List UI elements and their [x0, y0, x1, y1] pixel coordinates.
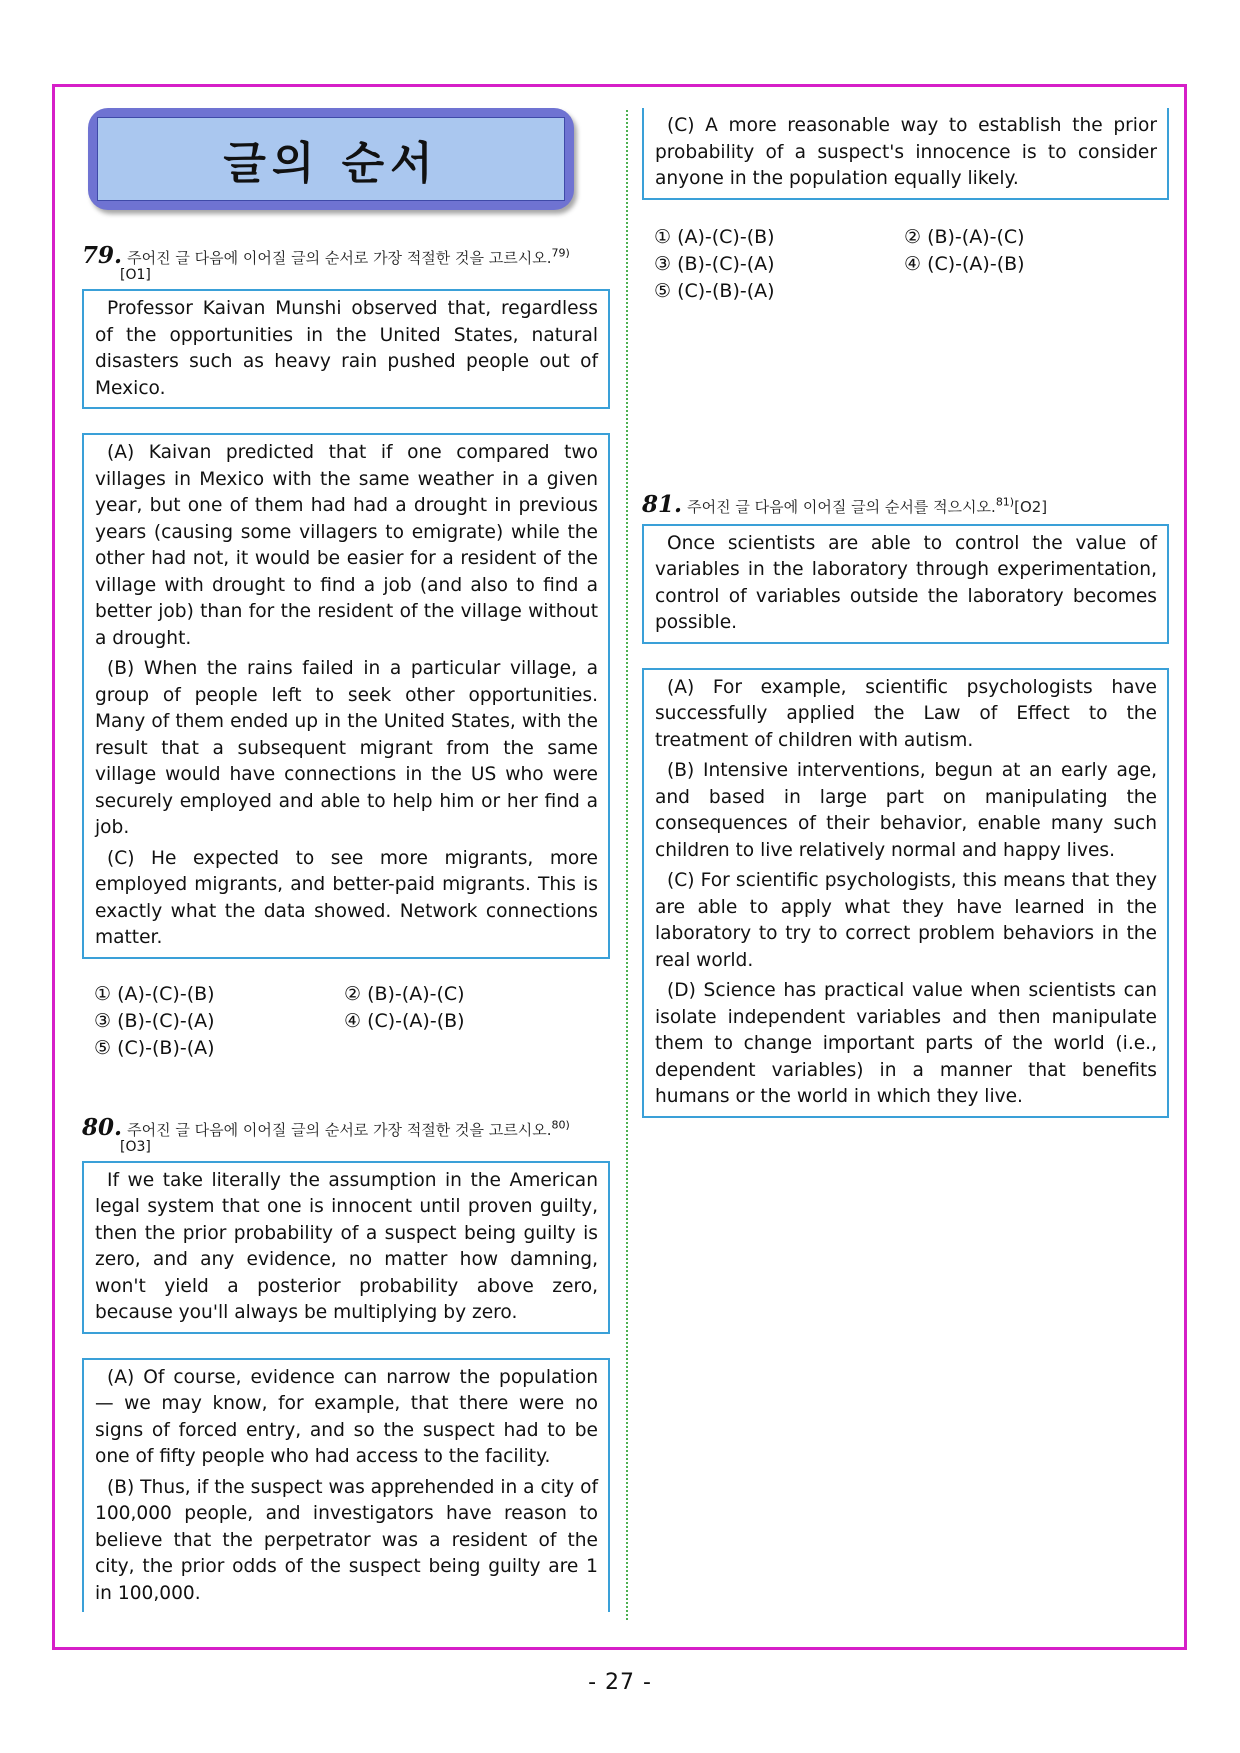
question-code: [O3] [120, 1138, 151, 1155]
given-passage-box [642, 524, 1169, 644]
choice-3[interactable]: ③ (B)-(C)-(A) [94, 1009, 215, 1032]
choice-3[interactable]: ③ (B)-(C)-(A) [654, 252, 775, 275]
choice-2[interactable]: ② (B)-(A)-(C) [344, 982, 465, 1005]
paragraph-c: (C) He expected to see more migrants, more employed migrants, and better-paid migrants. This is exactly what the data showed. Network connections matter. [95, 847, 598, 948]
footnote-ref: 79) [551, 246, 570, 260]
paragraph-d: (D) Science has practical value when scientists can isolate independent variables and then manipulate them to change important parts of the world (i.e., dependent variables) in a manner that benefits humans or the world in which they live. [655, 980, 1157, 1107]
paragraphs-box-continued [642, 108, 1169, 200]
question-number: 80. [82, 1113, 123, 1141]
section-title-banner [88, 108, 574, 210]
paragraphs-box [82, 433, 610, 959]
choice-4[interactable]: ④ (C)-(A)-(B) [344, 1009, 465, 1032]
paragraph-a: (A) Kaivan predicted that if one compared two villages in Mexico with the same weather in a given year, but one of them had had a drought in previous years (causing some villagers to emigrate) while the other had not, it would be easier for a resident of the village with drought to find a job (and also to find a better job) than for the resident of the village without a drought. [95, 442, 598, 649]
question-instruction: 주어진 글 다음에 이어질 글의 순서를 적으시오. [687, 497, 996, 516]
question-80-header [82, 1114, 610, 1155]
question-number: 81. [642, 490, 683, 518]
right-column [642, 108, 1169, 1118]
question-number: 79. [82, 242, 123, 269]
question-instruction: 주어진 글 다음에 이어질 글의 순서로 가장 적절한 것을 고르시오. [127, 249, 552, 267]
paragraph-a: (A) For example, scientific psychologists have successfully applied the Law of Effect to the treatment of children with autism. [655, 676, 1157, 751]
footnote-ref: 81) [995, 495, 1015, 509]
column-divider [626, 110, 628, 1620]
question-79-header [82, 242, 610, 283]
answer-choices [94, 981, 610, 1062]
given-passage: Professor Kaivan Munshi observed that, regardless of the opportunities in the United States, natural disasters such as heavy rain pushed people out of Mexico. [95, 298, 598, 399]
footnote-ref: 80) [551, 1118, 570, 1132]
question-code: [O1] [120, 267, 151, 283]
answer-choices [654, 224, 1169, 305]
given-passage-box [82, 1161, 610, 1334]
choice-1[interactable]: ① (A)-(C)-(B) [94, 982, 215, 1005]
question-instruction: 주어진 글 다음에 이어질 글의 순서로 가장 적절한 것을 고르시오. [127, 1120, 552, 1139]
choice-1[interactable]: ① (A)-(C)-(B) [654, 225, 775, 248]
choice-4[interactable]: ④ (C)-(A)-(B) [904, 252, 1025, 275]
given-passage-box [82, 289, 610, 409]
paragraph-b: (B) Intensive interventions, begun at an early age, and based in large part on manipulating the consequences of their behavior, enable many such children to live relatively normal and happy lives. [655, 760, 1157, 861]
section-title: 글의 순서 [223, 138, 439, 189]
choice-5[interactable]: ⑤ (C)-(B)-(A) [654, 279, 775, 302]
paragraph-a: (A) Of course, evidence can narrow the population — we may know, for example, that there were no signs of forced entry, and so the suspect had to be one of fifty people who had access to the facility. [95, 1366, 598, 1467]
question-code: [O2] [1014, 497, 1048, 516]
given-passage: If we take literally the assumption in the American legal system that one is innocent until proven guilty, then the prior probability of a suspect being guilty is zero, and any evidence, no matter how damning, won't yield a posterior probability above zero, because you'll always be multiplying by zero. [95, 1169, 598, 1323]
paragraphs-box [82, 1358, 610, 1613]
left-column [82, 108, 610, 1612]
paragraph-b: (B) Thus, if the suspect was apprehended in a city of 100,000 people, and investigators have reason to believe that the perpetrator was a resident of the city, the prior odds of the suspect being guilty are 1 in 100,000. [95, 1476, 599, 1604]
paragraph-c: (C) For scientific psychologists, this means that they are able to apply what they have learned in the laboratory to try to correct problem behaviors in the real world. [655, 870, 1157, 971]
question-81-header [642, 491, 1169, 518]
choice-2[interactable]: ② (B)-(A)-(C) [904, 225, 1025, 248]
paragraphs-box [642, 668, 1169, 1118]
paragraph-b: (B) When the rains failed in a particular village, a group of people left to seek other opportunities. Many of them ended up in the United States, with the result that a subsequent migrant from the same village would have connections in the US who were securely employed and able to help him or her find a job. [95, 658, 598, 838]
paragraph-c: (C) A more reasonable way to establish the prior probability of a suspect's innocence is to consider anyone in the population equally likely. [655, 115, 1157, 189]
choice-5[interactable]: ⑤ (C)-(B)-(A) [94, 1036, 215, 1059]
page-number: - 27 - [588, 1670, 652, 1695]
given-passage: Once scientists are able to control the value of variables in the laboratory through experimentation, control of variables outside the laboratory becomes possible. [655, 532, 1157, 633]
